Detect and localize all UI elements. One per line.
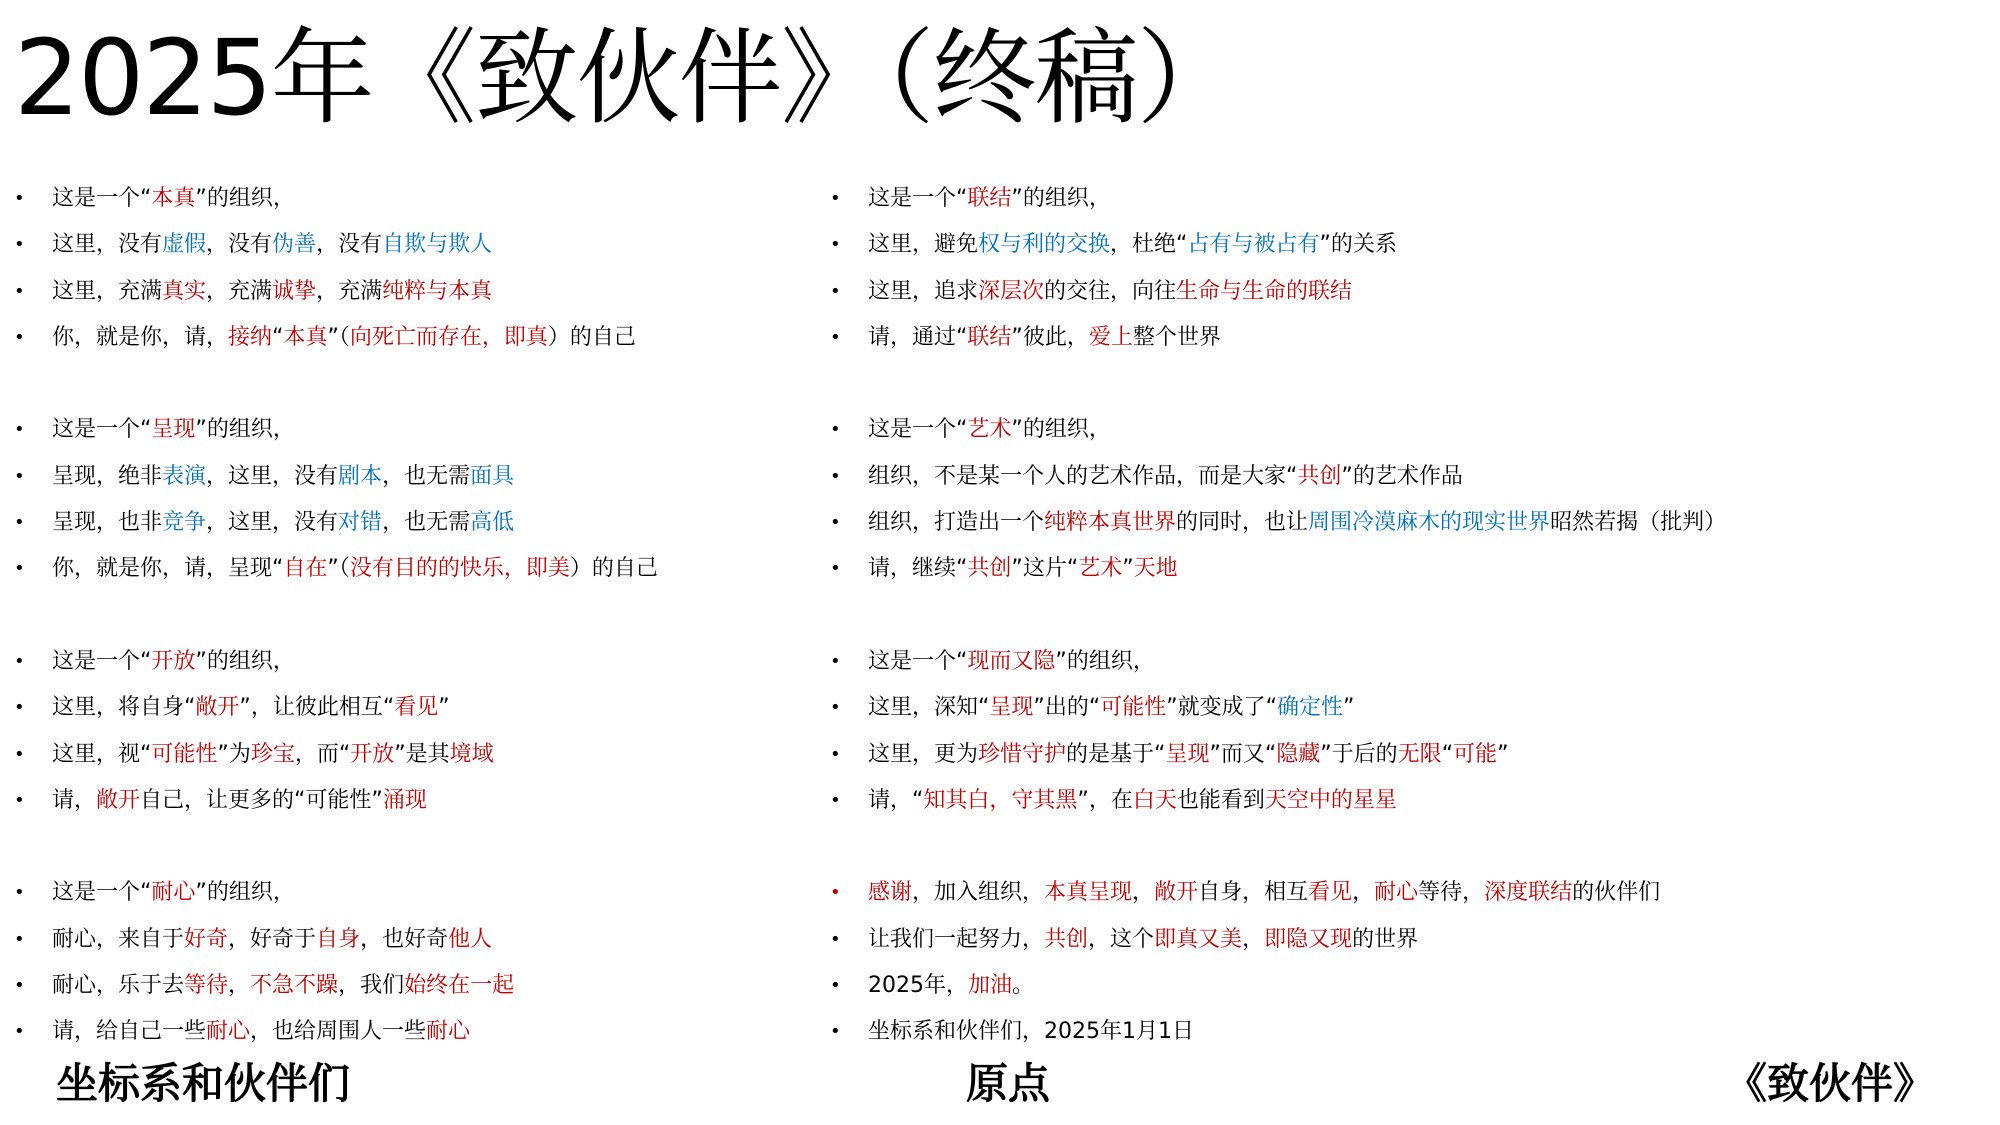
bullet-line (830, 315, 1990, 361)
highlight-red-text: 纯粹与本真 (382, 278, 493, 304)
line-text: ”的组织， (1011, 417, 1111, 443)
line-text: ”，让彼此相互“ (239, 695, 395, 721)
line-text: 请， (52, 787, 97, 813)
line-text: ，这里，没有 (206, 463, 339, 489)
line-text: 这里，深知“ (868, 695, 990, 721)
line-text: 请，给自己一些 (52, 1019, 207, 1045)
highlight-red-text: 深度联结 (1484, 880, 1573, 906)
highlight-red-text: 深层次 (978, 278, 1045, 304)
highlight-red-text: 知其白，守其黑 (923, 787, 1078, 813)
line-text: ”彼此， (1011, 324, 1089, 350)
line-text: ，也无需 (382, 463, 471, 489)
line-text: ，没有 (206, 232, 273, 258)
highlight-blue-text: 占有与被占有 (1187, 232, 1320, 258)
bullet-line (830, 176, 1990, 222)
line-text: 昭然若揭（批判） (1550, 510, 1727, 536)
line-text: ， (228, 973, 251, 999)
paragraph-gap (830, 593, 1990, 639)
bullet-line (14, 269, 814, 315)
line-text: 请，通过“ (868, 324, 968, 350)
line-text: 自己，让更多的“可能性” (140, 787, 383, 813)
paragraph-gap (14, 593, 814, 639)
line-text: ，充满 (316, 278, 383, 304)
highlight-red-text: 天空中的星星 (1264, 787, 1397, 813)
highlight-red-text: 开放 (151, 648, 196, 674)
line-text: 这里，追求 (868, 278, 979, 304)
line-text: ， (1352, 880, 1375, 906)
highlight-blue-text: 面具 (470, 463, 515, 489)
highlight-red-text: 自在 (283, 556, 328, 582)
highlight-blue-text: 伪善 (272, 232, 317, 258)
highlight-red-text: 敞开 (195, 695, 240, 721)
highlight-red-text: 耐心 (426, 1019, 471, 1045)
line-text: ，这里，没有 (206, 510, 339, 536)
bullet-line (830, 963, 1990, 1009)
line-text: ”这片“ (1011, 556, 1079, 582)
footer-author: 坐标系和伙伴们 (56, 1059, 351, 1108)
highlight-red-text: 本真 (283, 324, 328, 350)
line-text: ）的自己 (569, 556, 658, 582)
line-text: ” (1343, 695, 1355, 721)
line-text: 这里，充满 (52, 278, 163, 304)
highlight-red-text: 共创 (1044, 926, 1089, 952)
highlight-red-text: 自身 (316, 926, 361, 952)
line-text: 呈现，绝非 (52, 463, 163, 489)
line-text: ，而“ (294, 741, 351, 767)
highlight-red-text: 境域 (449, 741, 494, 767)
line-text: “ (272, 324, 284, 350)
bullet-line (830, 546, 1990, 592)
highlight-red-text: 即隐又现 (1264, 926, 1353, 952)
highlight-red-text: 呈现 (151, 417, 196, 443)
highlight-red-text: 加油 (968, 973, 1013, 999)
line-text: ”是其 (394, 741, 450, 767)
highlight-red-text: 即真又美 (1154, 926, 1243, 952)
bullet-line (14, 963, 814, 1009)
line-text: ”的组织， (195, 648, 295, 674)
bullet-line (14, 176, 814, 222)
line-text: 的交往，向往 (1044, 278, 1177, 304)
highlight-red-text: 共创 (1297, 463, 1342, 489)
line-text: ”的组织， (1011, 186, 1111, 211)
line-text: ”就变成了“ (1166, 695, 1278, 721)
highlight-red-text: 不急不躁 (250, 973, 339, 999)
highlight-red-text: 联结 (967, 186, 1012, 211)
line-text: ，这个 (1088, 926, 1155, 952)
bullet-line (14, 315, 814, 361)
line-text: 整个世界 (1132, 324, 1221, 350)
line-text: ）的自己 (547, 324, 636, 350)
bullet-line (830, 222, 1990, 268)
line-text: ，也好奇 (360, 926, 449, 952)
highlight-red-text: 呈现 (1165, 741, 1210, 767)
bullet-line (14, 732, 814, 778)
line-text: 组织，不是某一个人的艺术作品，而是大家“ (868, 463, 1298, 489)
highlight-red-text: 呈现 (989, 695, 1034, 721)
line-text: ”（ (327, 324, 350, 350)
highlight-red-text: 联结 (967, 324, 1012, 350)
highlight-red-text: 艺术 (1078, 556, 1123, 582)
highlight-red-text: 真实 (162, 278, 207, 304)
bullet-line (14, 685, 814, 731)
bullet-line (830, 269, 1990, 315)
line-text: 这里，避免 (868, 232, 979, 258)
highlight-blue-text: 剧本 (338, 463, 383, 489)
highlight-red-text: 本真 (151, 186, 196, 211)
line-text: 这是一个“ (868, 417, 968, 443)
highlight-red-text: 等待 (184, 973, 229, 999)
bullet-line (14, 778, 814, 824)
line-text: 这是一个“ (52, 880, 152, 906)
left-column (14, 176, 814, 1056)
highlight-red-text: 本真呈现 (1044, 880, 1133, 906)
paragraph-gap (14, 361, 814, 407)
line-text: ”于后的 (1320, 741, 1398, 767)
highlight-red-text: 始终在一起 (404, 973, 515, 999)
highlight-red-text: 看见 (1308, 880, 1353, 906)
highlight-red-text: 可能性 (1100, 695, 1167, 721)
line-text: 耐心，乐于去 (52, 973, 185, 999)
highlight-blue-text: 虚假 (162, 232, 207, 258)
line-text: ，也无需 (382, 510, 471, 536)
line-text: ”的组织， (1055, 648, 1155, 674)
line-text: 让我们一起努力， (868, 926, 1045, 952)
bullet-line (14, 222, 814, 268)
line-text: 等待， (1418, 880, 1485, 906)
line-text: ”而又“ (1209, 741, 1277, 767)
line-text: 这里，将自身“ (52, 695, 196, 721)
paragraph-gap (830, 824, 1990, 870)
line-text: 的是基于“ (1066, 741, 1166, 767)
line-text: ， (1132, 880, 1155, 906)
highlight-red-text: 他人 (448, 926, 493, 952)
line-text: 的世界 (1352, 926, 1419, 952)
line-text: 你，就是你，请， (52, 324, 229, 350)
highlight-blue-text: 竞争 (162, 510, 207, 536)
line-text: 你，就是你，请，呈现“ (52, 556, 284, 582)
line-text: ，杜绝“ (1110, 232, 1188, 258)
bullet-line (14, 500, 814, 546)
line-text: 请，继续“ (868, 556, 968, 582)
highlight-red-text: 隐藏 (1276, 741, 1321, 767)
line-text: ”的组织， (195, 880, 295, 906)
highlight-red-text: 珍惜守护 (978, 741, 1067, 767)
highlight-blue-text: 自欺与欺人 (382, 232, 493, 258)
highlight-red-text: 诚挚 (272, 278, 317, 304)
highlight-red-text: 耐心 (1374, 880, 1419, 906)
line-text: 2025年， (868, 973, 968, 999)
paragraph-gap (14, 824, 814, 870)
line-text: ，加入组织， (912, 880, 1045, 906)
highlight-red-text: 涌现 (382, 787, 427, 813)
line-text: 。 (1012, 973, 1035, 999)
line-text: 这是一个“ (52, 648, 152, 674)
bullet-line (830, 732, 1990, 778)
highlight-red-text: 天地 (1133, 556, 1178, 582)
bullet-line (14, 1009, 814, 1055)
highlight-red-text: 珍宝 (250, 741, 295, 767)
bullet-line (830, 778, 1990, 824)
bullet-line (830, 500, 1990, 546)
highlight-red-text: 没有目的的快乐，即美 (349, 556, 570, 582)
line-text: 组织，打造出一个 (868, 510, 1045, 536)
bullet-line (830, 1009, 1990, 1055)
line-text: ”为 (217, 741, 251, 767)
highlight-blue-text: 对错 (338, 510, 383, 536)
highlight-red-text: 现而又隐 (967, 648, 1056, 674)
footer-origin: 原点 (966, 1059, 1051, 1108)
highlight-red-text: 白天 (1132, 787, 1177, 813)
line-text: ” (438, 695, 450, 721)
highlight-blue-text: 权与利的交换 (978, 232, 1111, 258)
paragraph-gap (830, 361, 1990, 407)
highlight-blue-text: 周围冷漠麻木的现实世界 (1308, 510, 1551, 536)
highlight-red-text: 敞开 (1154, 880, 1199, 906)
bullet-line (830, 454, 1990, 500)
highlight-blue-text: 高低 (470, 510, 515, 536)
highlight-red-text: 无限 (1397, 741, 1442, 767)
bullet-line (830, 407, 1990, 453)
highlight-red-text: 开放 (350, 741, 395, 767)
highlight-red-text: 看见 (394, 695, 439, 721)
highlight-red-text: 向死亡而存在，即真 (349, 324, 548, 350)
highlight-red-text: 敞开 (96, 787, 141, 813)
line-text: 这里，视“ (52, 741, 152, 767)
highlight-red-text: 共创 (967, 556, 1012, 582)
line-text: 这里，没有 (52, 232, 163, 258)
highlight-blue-text: 表演 (162, 463, 207, 489)
line-text: ” (1122, 556, 1134, 582)
line-text: ，也给周围人一些 (250, 1019, 427, 1045)
line-text: 耐心，来自于 (52, 926, 185, 952)
bullet-line (14, 917, 814, 963)
line-text: 坐标系和伙伴们，2025年1月1日 (868, 1019, 1194, 1045)
line-text: ”的组织， (195, 186, 295, 211)
line-text: 的伙伴们 (1572, 880, 1661, 906)
line-text: 这是一个“ (868, 648, 968, 674)
line-text: 这是一个“ (868, 186, 968, 211)
line-text: “ (1441, 741, 1454, 767)
footer-title: 《致伙伴》 (1725, 1059, 1936, 1108)
highlight-red-text: 艺术 (967, 417, 1012, 443)
line-text: 的同时，也让 (1176, 510, 1309, 536)
line-text: ，我们 (338, 973, 405, 999)
highlight-red-text: 可能性 (151, 741, 218, 767)
highlight-red-text: 可能 (1453, 741, 1498, 767)
bullet-line (14, 454, 814, 500)
bullet-line (830, 685, 1990, 731)
line-text: ，好奇于 (228, 926, 317, 952)
line-text: ”的组织， (195, 417, 295, 443)
line-text: ”的艺术作品 (1341, 463, 1463, 489)
highlight-red-text: 生命与生命的联结 (1176, 278, 1353, 304)
bullet-line (14, 639, 814, 685)
highlight-red-text: 爱上 (1088, 324, 1133, 350)
bullet-line (14, 407, 814, 453)
line-text: 这是一个“ (52, 417, 152, 443)
line-text: 也能看到 (1176, 787, 1265, 813)
line-text: ”（ (327, 556, 350, 582)
line-text: ”，在 (1077, 787, 1133, 813)
line-text: 呈现，也非 (52, 510, 163, 536)
highlight-red-text: 好奇 (184, 926, 229, 952)
line-text: ，充满 (206, 278, 273, 304)
right-column (830, 176, 1990, 1056)
line-text: ，没有 (316, 232, 383, 258)
highlight-red-text: 感谢 (868, 880, 913, 906)
line-text: 这是一个“ (52, 186, 152, 211)
line-text: ”出的“ (1033, 695, 1101, 721)
line-text: ， (1242, 926, 1265, 952)
line-text: 自身，相互 (1198, 880, 1309, 906)
line-text: ”的关系 (1319, 232, 1397, 258)
line-text: 请，“ (868, 787, 924, 813)
highlight-red-text: 耐心 (206, 1019, 251, 1045)
page-title: 2025年《致伙伴》（终稿） (14, 17, 1239, 139)
highlight-red-text: 耐心 (151, 880, 196, 906)
bullet-line (14, 870, 814, 916)
bullet-line (830, 870, 1990, 916)
line-text: 这里，更为 (868, 741, 979, 767)
highlight-red-text: 接纳 (228, 324, 273, 350)
highlight-red-text: 纯粹本真世界 (1044, 510, 1177, 536)
bullet-line (14, 546, 814, 592)
bullet-line (830, 639, 1990, 685)
line-text: ” (1497, 741, 1509, 767)
bullet-line (830, 917, 1990, 963)
highlight-blue-text: 确定性 (1277, 695, 1344, 721)
